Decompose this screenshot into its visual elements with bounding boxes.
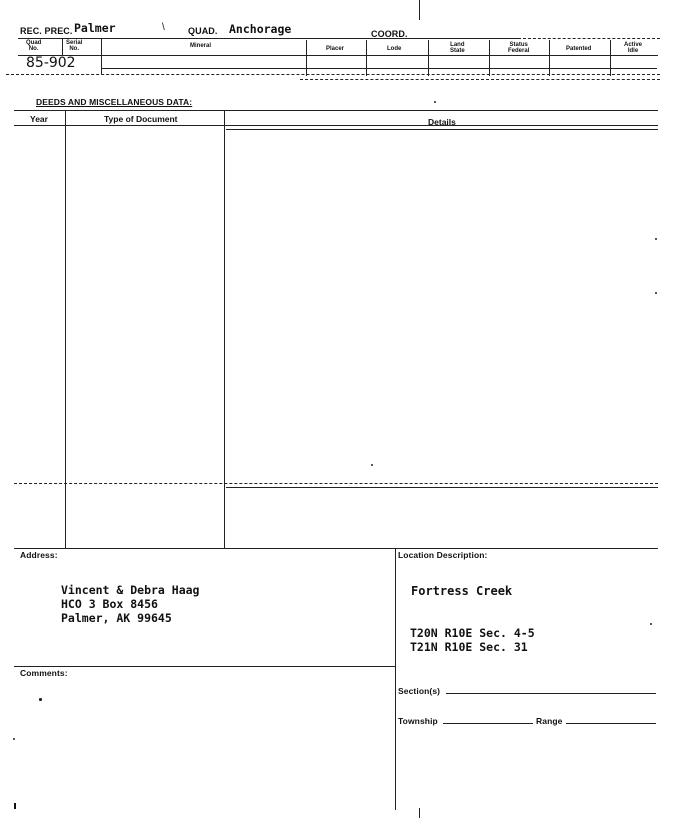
- active-idle-label: Active Idle: [624, 42, 643, 54]
- location-label: Location Description:: [398, 550, 488, 560]
- speck: [434, 101, 436, 103]
- lode-label: Lode: [387, 46, 402, 52]
- record-number: 85-902: [26, 55, 76, 71]
- deeds-section-title: DEEDS AND MISCELLANEOUS DATA:: [36, 97, 193, 107]
- header-underline-dashed: [518, 38, 660, 39]
- deeds-dashed-separator: [14, 483, 658, 484]
- col-divider-status: [489, 40, 490, 76]
- rec-prec-value: Palmer: [74, 21, 116, 35]
- mineral-row-dashed-2: [300, 79, 660, 80]
- speck: [650, 623, 652, 625]
- col-divider-placer: [306, 40, 307, 76]
- section-label: Section(s): [398, 686, 441, 696]
- speck: [13, 738, 15, 740]
- patented-label: Patented: [566, 46, 592, 52]
- deeds-header-line: [14, 125, 658, 126]
- col-divider-patented: [549, 40, 550, 76]
- section-fill-line: [446, 693, 656, 694]
- speck: [655, 238, 657, 240]
- bottom-divider: [395, 548, 396, 810]
- col-type-of-document: Type of Document: [104, 114, 178, 124]
- comments-top-line: [14, 666, 395, 667]
- col-divider-land: [428, 40, 429, 76]
- top-center-tick: [419, 0, 420, 20]
- coord-label: COORD.: [371, 29, 408, 39]
- mineral-label: Mineral: [190, 43, 212, 49]
- quad-value: Anchorage: [229, 22, 292, 36]
- mineral-row-line: [101, 68, 657, 69]
- location-name: Fortress Creek: [411, 584, 513, 598]
- mineral-table-header-line: [18, 55, 658, 56]
- margin-mark: [14, 803, 16, 809]
- bottom-center-tick: [419, 808, 420, 818]
- location-line-1: T20N R10E Sec. 4-5: [410, 626, 535, 640]
- col-divider-serial: [62, 38, 63, 55]
- township-fill-line: [443, 723, 533, 724]
- mineral-row-dashed: [6, 74, 660, 75]
- address-line-1: Vincent & Debra Haag: [61, 583, 200, 597]
- deeds-header-line-2: [226, 129, 658, 130]
- col-divider-active: [610, 40, 611, 76]
- status-federal-label: Status Federal: [508, 42, 530, 54]
- deeds-separator-line: [226, 487, 658, 488]
- header-underline: [18, 38, 518, 39]
- township-label: Township: [398, 716, 438, 726]
- speck: [655, 292, 657, 294]
- range-label: Range: [536, 716, 563, 726]
- quad-label: QUAD.: [188, 26, 218, 36]
- serial-no-label: Serial No.: [66, 40, 83, 52]
- col-divider-lode: [366, 40, 367, 76]
- placer-label: Placer: [326, 46, 345, 52]
- bullet-dot: [39, 698, 42, 701]
- col-details: Details: [428, 117, 456, 127]
- address-line-2: HCO 3 Box 8456: [61, 597, 158, 611]
- address-label: Address:: [20, 550, 58, 560]
- rec-prec-label: REC. PREC.: [20, 26, 73, 36]
- speck: [371, 464, 373, 466]
- address-line-3: Palmer, AK 99645: [61, 611, 172, 625]
- col-year: Year: [30, 114, 48, 124]
- deeds-top-line: [14, 110, 658, 111]
- quad-no-label: Quad No.: [26, 40, 42, 52]
- bottom-top-line: [14, 548, 658, 549]
- location-line-2: T21N R10E Sec. 31: [410, 640, 528, 654]
- comments-label: Comments:: [20, 668, 68, 678]
- tick-mark: \: [162, 22, 165, 33]
- land-state-label: Land State: [450, 42, 465, 54]
- range-fill-line: [566, 723, 656, 724]
